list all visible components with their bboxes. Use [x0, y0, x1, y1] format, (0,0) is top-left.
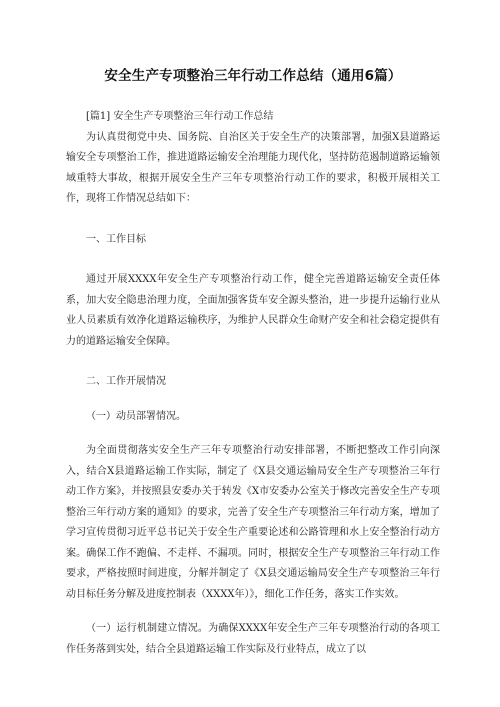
goal-paragraph: 通过开展XXXX年安全生产专项整治行动工作，健全完善道路运输安全责任体系，加大安全隐患治理力度，全面加强客货车安全源头整治，进一步提升运输行业从业人员素质有效净化道路运输秩序，为维护人民群众生命财产安全和社会稳定提供有力的道路运输安全保障。: [66, 274, 440, 347]
spacer: [66, 352, 440, 372]
mobilization-paragraph: 为全面贯彻落实安全生产三年专项整治行动安排部署，不断把整改工作引向深入，结合X县道路运输工作实际，制定了《X县交通运输局安全生产专项整治三年行动工作方案》，并按照县安委办关于转发《X市安委办公室关于修改完善安全生产专项整治三年行动方案的通知》的要求，完善了安全生产专项整治三年行动方案，增加了学习宣传贯彻习近平总书记关于安全生产重要论述和公路管理和水上安全整治行动方案。确保工作不跑偏、不走样、不漏项。同时，根据安全生产专项整治三年行动工作要求，严格按照时间进度，分解并制定了《X县交通运输局安全生产专项整治三年行动目标任务分解及进度控制表（XXXX年）》，细化工作任务，落实工作实效。: [66, 445, 440, 600]
spacer: [66, 210, 440, 230]
intro-paragraph: 为认真贯彻党中央、国务院、自治区关于安全生产的决策部署，加强X县道路运输安全专项整治工作，推进道路运输安全治理能力现代化，坚持防范遏制道路运输领域重特大事故，根据开展安全生产三年专项整治行动工作的要求，积极开展相关工作，现将工作情况总结如下：: [66, 131, 440, 204]
document-body: [66, 107, 440, 660]
spacer: [66, 250, 440, 270]
heading-goals: 一、工作目标: [86, 233, 146, 245]
section-label: [篇1] 安全生产专项整治三年行动工作总结: [86, 111, 274, 122]
document-title: 安全生产专项整治三年行动工作总结（通用6篇）: [104, 68, 402, 84]
spacer: [66, 427, 440, 441]
spacer: [66, 605, 440, 619]
heading-progress: 二、工作开展情况: [86, 376, 166, 387]
subheading-mobilization: （一）动员部署情况。: [86, 410, 186, 422]
spacer: [66, 393, 440, 407]
mechanism-paragraph: （一）运行机制建立情况。为确保XXXX年安全生产三年专项整治行动的各项工作任务落到实处，结合全县道路运输工作实际及行业特点，成立了以: [66, 623, 440, 655]
